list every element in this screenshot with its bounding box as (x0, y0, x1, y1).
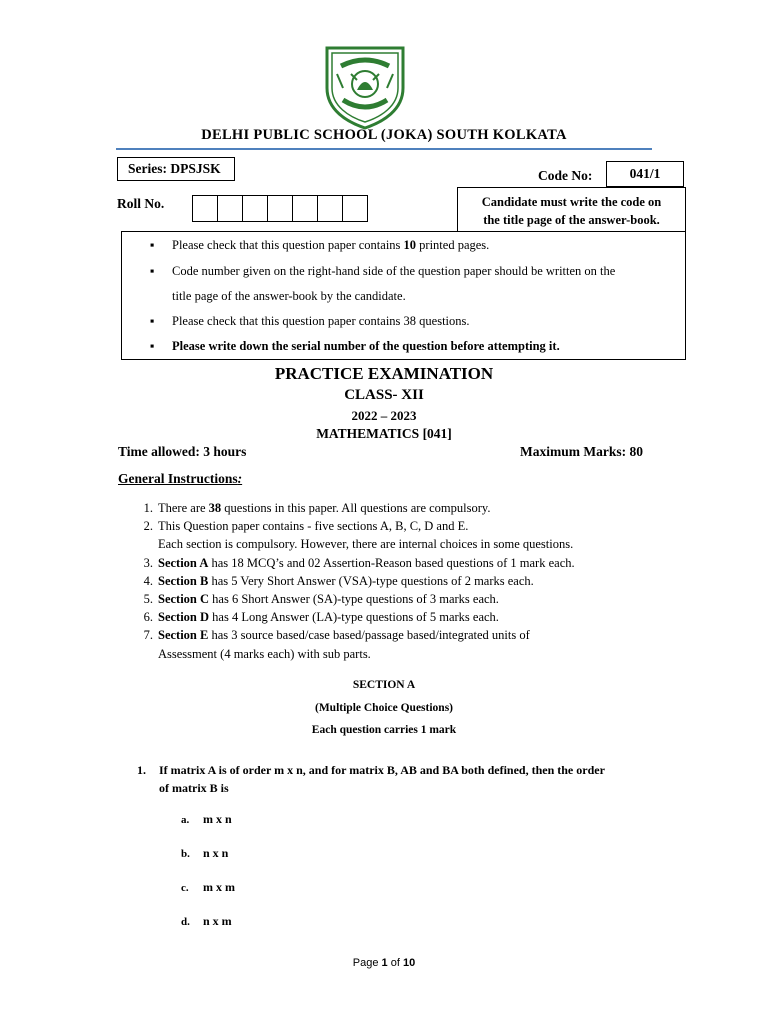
roll-cell (342, 195, 368, 222)
exam-subject: MATHEMATICS [041] (316, 426, 452, 441)
option-b: b. n x n (181, 846, 229, 860)
instruction-1: Please check that this question paper contains 10 printed pages. (172, 238, 490, 252)
section-subtitle: (Multiple Choice Questions) (315, 702, 453, 714)
question-number: 1. (137, 763, 146, 777)
roll-cell (242, 195, 268, 222)
instructions-box (121, 231, 686, 360)
list-item: 1. There are 38 questions in this paper. All questions are compulsory. (143, 501, 491, 515)
roll-number-grid (193, 195, 368, 222)
list-item: 7. Section E has 3 source based/case based/passage based/integrated units of (143, 628, 530, 643)
roll-cell (317, 195, 343, 222)
general-instructions-heading: General Instructions: (118, 471, 243, 486)
bullet-icon: ▪ (150, 314, 155, 328)
page-footer: Page 1 of 10 (352, 957, 416, 969)
time-allowed: Time allowed: 3 hours (118, 444, 247, 459)
list-item-continuation: Assessment (4 marks each) with sub parts. (158, 646, 371, 661)
list-item-continuation: Each section is compulsory. However, there are internal choices in some questions. (158, 537, 574, 552)
list-item: 2. This Question paper contains - five sections A, B, C, D and E. (143, 519, 469, 534)
code-label: Code No: (538, 168, 593, 183)
list-item: 5. Section C has 6 Short Answer (SA)-type questions of 3 marks each. (143, 592, 499, 607)
candidate-note-line2: the title page of the answer-book. (483, 213, 660, 227)
general-instructions-list (118, 499, 575, 663)
candidate-note-box (457, 187, 686, 232)
option-a: a. m x n (181, 812, 232, 826)
bullet-icon: ▪ (150, 264, 155, 278)
bullet-icon: ▪ (150, 339, 155, 353)
candidate-note-line1: Candidate must write the code on (481, 195, 662, 209)
roll-cell (267, 195, 293, 222)
instruction-4: Please write down the serial number of the question before attempting it. (172, 339, 560, 353)
instruction-2-line2: title page of the answer-book by the candidate. (172, 289, 406, 303)
exam-title: PRACTICE EXAMINATION (274, 364, 494, 383)
list-item: 6. Section D has 4 Long Answer (LA)-type questions of 5 marks each. (143, 610, 499, 625)
instruction-3: Please check that this question paper contains 38 questions. (172, 314, 470, 328)
section-note: Each question carries 1 mark (311, 724, 457, 736)
bullet-icon: ▪ (150, 238, 155, 252)
header-divider (116, 148, 652, 150)
school-crest-logo (321, 44, 409, 130)
question-text: If matrix A is of order m x n, and for matrix B, AB and BA both defined, then the order of matrix B is (159, 763, 605, 795)
roll-cell (192, 195, 218, 222)
roll-cell (292, 195, 318, 222)
list-item: 3. Section A has 18 MCQ’s and 02 Assertion-Reason based questions of 1 mark each. (143, 555, 575, 570)
instruction-2-line1: Code number given on the right-hand side of the question paper should be written on the (172, 264, 616, 278)
roll-cell (217, 195, 243, 222)
roll-label: Roll No. (117, 196, 165, 211)
list-item: 4. Section B has 5 Very Short Answer (VSA)-type questions of 2 marks each. (143, 573, 534, 588)
section-title: SECTION A (352, 679, 416, 691)
option-d: d. n x m (181, 914, 232, 928)
code-value: 041/1 (606, 161, 684, 187)
school-name: DELHI PUBLIC SCHOOL (JOKA) SOUTH KOLKATA (201, 127, 567, 143)
exam-year: 2022 – 2023 (351, 408, 417, 423)
maximum-marks: Maximum Marks: 80 (520, 444, 643, 459)
option-c: c. m x m (181, 880, 235, 894)
exam-class: CLASS- XII (344, 387, 424, 403)
series-box: Series: DPSJSK (117, 157, 235, 181)
